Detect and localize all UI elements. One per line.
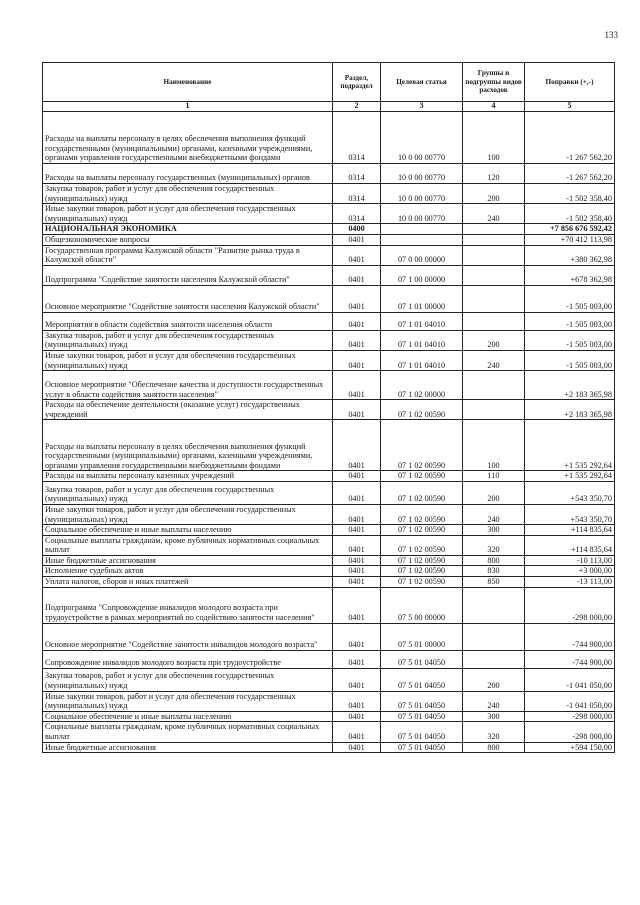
row-amendment-cell: -10 113,00 [525, 555, 615, 566]
row-section-cell: 0401 [333, 742, 381, 753]
row-expense-group-cell: 120 [463, 164, 525, 184]
row-section-cell: 0401 [333, 471, 381, 482]
table-row [43, 722, 615, 742]
row-target-article-cell: 07 1 02 00590 [381, 471, 463, 482]
table-row [43, 566, 615, 577]
row-name-cell: Общеэкономические вопросы [43, 234, 333, 245]
table-row [43, 164, 615, 184]
row-expense-group-cell: 850 [463, 577, 525, 588]
row-target-article-cell: 07 1 02 00590 [381, 535, 463, 555]
column-number: 1 [43, 102, 333, 112]
row-target-article-cell: 07 1 01 04010 [381, 350, 463, 370]
table-row [43, 330, 615, 350]
row-expense-group-cell [463, 234, 525, 245]
row-expense-group-cell: 100 [463, 420, 525, 471]
row-amendment-cell: +1 535 292,64 [525, 471, 615, 482]
row-target-article-cell: 07 5 01 04050 [381, 742, 463, 753]
table-row [43, 481, 615, 504]
table-row [43, 471, 615, 482]
row-name-cell: Социальное обеспечение и иные выплаты населению [43, 711, 333, 722]
row-amendment-cell: -1 041 050,00 [525, 691, 615, 711]
row-target-article-cell: 07 5 01 04050 [381, 668, 463, 691]
row-name-cell: Социальные выплаты гражданам, кроме публичных нормативных социальных выплат [43, 722, 333, 742]
table-row [43, 525, 615, 536]
row-expense-group-cell [463, 371, 525, 400]
row-section-cell: 0401 [333, 668, 381, 691]
row-target-article-cell: 07 1 02 00590 [381, 555, 463, 566]
row-target-article-cell: 10 0 00 00770 [381, 112, 463, 164]
table-row [43, 112, 615, 164]
row-expense-group-cell: 830 [463, 566, 525, 577]
table-row [43, 535, 615, 555]
row-name-cell: Закупка товаров, работ и услуг для обеспечения государственных (муниципальных) нужд [43, 184, 333, 204]
row-name-cell: Расходы на выплаты персоналу в целях обеспечения выполнения функций государственными (муниципальными) органами, казенными учреждениями, органами управления государственными внебюджетными фондами [43, 112, 333, 164]
row-amendment-cell: +2 183 365,98 [525, 371, 615, 400]
row-name-cell: Социальное обеспечение и иные выплаты населению [43, 525, 333, 536]
table-row [43, 650, 615, 668]
row-amendment-cell: -1 505 003,00 [525, 330, 615, 350]
row-expense-group-cell: 240 [463, 204, 525, 224]
row-expense-group-cell: 200 [463, 184, 525, 204]
row-section-cell: 0401 [333, 481, 381, 504]
row-expense-group-cell: 100 [463, 112, 525, 164]
row-section-cell: 0401 [333, 234, 381, 245]
row-expense-group-cell [463, 265, 525, 285]
row-section-cell: 0401 [333, 371, 381, 400]
row-target-article-cell: 07 1 02 00590 [381, 481, 463, 504]
table-row [43, 224, 615, 235]
row-target-article-cell: 07 1 01 04010 [381, 312, 463, 330]
row-section-cell: 0401 [333, 691, 381, 711]
row-target-article-cell: 07 1 02 00590 [381, 525, 463, 536]
row-target-article-cell: 07 1 02 00590 [381, 420, 463, 471]
row-target-article-cell [381, 224, 463, 235]
row-amendment-cell: -1 505 003,00 [525, 350, 615, 370]
row-name-cell: Иные закупки товаров, работ и услуг для обеспечения государственных (муниципальных) нужд [43, 691, 333, 711]
row-target-article-cell: 07 5 01 04050 [381, 650, 463, 668]
row-amendment-cell: +2 183 365,98 [525, 400, 615, 420]
row-section-cell: 0401 [333, 350, 381, 370]
row-amendment-cell: -744 900,00 [525, 623, 615, 650]
row-name-cell: Основное мероприятие "Содействие занятости населения Калужской области" [43, 285, 333, 312]
header-amendments: Поправки (+,-) [525, 63, 615, 102]
column-number: 2 [333, 102, 381, 112]
row-section-cell: 0400 [333, 224, 381, 235]
row-section-cell: 0401 [333, 285, 381, 312]
row-name-cell: Основное мероприятие "Обеспечение качества и доступности государственных услуг в области содействия занятости населения" [43, 371, 333, 400]
row-section-cell: 0314 [333, 112, 381, 164]
row-amendment-cell: +594 150,00 [525, 742, 615, 753]
row-name-cell: НАЦИОНАЛЬНАЯ ЭКОНОМИКА [43, 224, 333, 235]
row-section-cell: 0401 [333, 577, 381, 588]
page-number: 133 [604, 30, 618, 40]
column-number: 3 [381, 102, 463, 112]
row-target-article-cell: 10 0 00 00770 [381, 204, 463, 224]
table-header-row [43, 63, 615, 102]
header-target-article: Целевая статья [381, 63, 463, 102]
row-expense-group-cell [463, 312, 525, 330]
row-section-cell: 0401 [333, 722, 381, 742]
row-amendment-cell: -298 000,00 [525, 587, 615, 623]
row-expense-group-cell [463, 623, 525, 650]
row-name-cell: Расходы на выплаты персоналу казенных учреждений [43, 471, 333, 482]
row-amendment-cell: +380 362,98 [525, 245, 615, 265]
table-row [43, 691, 615, 711]
row-name-cell: Основное мероприятие "Содействие занятости инвалидов молодого возраста" [43, 623, 333, 650]
row-expense-group-cell: 110 [463, 471, 525, 482]
row-section-cell: 0401 [333, 555, 381, 566]
row-amendment-cell: -1 041 050,00 [525, 668, 615, 691]
table-row [43, 742, 615, 753]
row-amendment-cell: -744 900,00 [525, 650, 615, 668]
row-expense-group-cell [463, 587, 525, 623]
table-row [43, 234, 615, 245]
row-target-article-cell: 07 1 02 00590 [381, 566, 463, 577]
row-name-cell: Мероприятия в области содействия занятости населения области [43, 312, 333, 330]
row-amendment-cell: +678 362,98 [525, 265, 615, 285]
row-section-cell: 0401 [333, 504, 381, 524]
row-target-article-cell: 07 5 01 04050 [381, 722, 463, 742]
column-numbers-row [43, 102, 615, 112]
row-target-article-cell: 07 0 00 00000 [381, 245, 463, 265]
row-section-cell: 0401 [333, 587, 381, 623]
row-target-article-cell: 07 1 02 00590 [381, 504, 463, 524]
table-row [43, 312, 615, 330]
row-name-cell: Расходы на выплаты персоналу государственных (муниципальных) органов [43, 164, 333, 184]
row-name-cell: Исполнение судебных актов [43, 566, 333, 577]
row-name-cell: Закупка товаров, работ и услуг для обеспечения государственных (муниципальных) нужд [43, 330, 333, 350]
row-expense-group-cell [463, 224, 525, 235]
table-row [43, 265, 615, 285]
row-amendment-cell: -13 113,00 [525, 577, 615, 588]
row-section-cell: 0314 [333, 204, 381, 224]
row-name-cell: Уплата налогов, сборов и иных платежей [43, 577, 333, 588]
row-expense-group-cell: 200 [463, 668, 525, 691]
table-row [43, 371, 615, 400]
row-expense-group-cell: 800 [463, 555, 525, 566]
row-section-cell: 0401 [333, 312, 381, 330]
header-expense-groups: Группы и подгруппы видов расходов [463, 63, 525, 102]
row-expense-group-cell: 800 [463, 742, 525, 753]
table-row [43, 184, 615, 204]
row-amendment-cell: -1 505 003,00 [525, 312, 615, 330]
row-target-article-cell: 07 1 02 00000 [381, 371, 463, 400]
row-name-cell: Иные закупки товаров, работ и услуг для обеспечения государственных (муниципальных) нужд [43, 350, 333, 370]
row-amendment-cell: -1 267 562,20 [525, 112, 615, 164]
row-section-cell: 0401 [333, 623, 381, 650]
row-section-cell: 0401 [333, 650, 381, 668]
budget-amendments-table [42, 62, 615, 753]
column-number: 4 [463, 102, 525, 112]
row-name-cell: Расходы на обеспечение деятельности (оказание услуг) государственных учреждений [43, 400, 333, 420]
row-expense-group-cell: 300 [463, 711, 525, 722]
row-expense-group-cell [463, 285, 525, 312]
row-target-article-cell: 07 5 00 00000 [381, 587, 463, 623]
row-expense-group-cell: 240 [463, 504, 525, 524]
row-name-cell: Закупка товаров, работ и услуг для обеспечения государственных (муниципальных) нужд [43, 668, 333, 691]
row-expense-group-cell [463, 245, 525, 265]
row-section-cell: 0401 [333, 535, 381, 555]
row-expense-group-cell: 240 [463, 350, 525, 370]
row-expense-group-cell: 300 [463, 525, 525, 536]
row-name-cell: Подпрограмма "Содействие занятости населения Калужской области" [43, 265, 333, 285]
row-expense-group-cell: 320 [463, 722, 525, 742]
row-expense-group-cell: 200 [463, 481, 525, 504]
row-expense-group-cell: 320 [463, 535, 525, 555]
table-row [43, 400, 615, 420]
row-name-cell: Подпрограмма "Сопровождение инвалидов молодого возраста при трудоустройстве в рамках мероприятий по содействию занятости населения" [43, 587, 333, 623]
row-name-cell: Иные бюджетные ассигнования [43, 555, 333, 566]
row-amendment-cell: +114 835,64 [525, 535, 615, 555]
table-row [43, 555, 615, 566]
table-row [43, 711, 615, 722]
row-section-cell: 0401 [333, 525, 381, 536]
header-section: Раздел, подраздел [333, 63, 381, 102]
row-amendment-cell: -298 000,00 [525, 722, 615, 742]
table-row [43, 420, 615, 471]
row-expense-group-cell: 240 [463, 691, 525, 711]
row-name-cell: Социальные выплаты гражданам, кроме публичных нормативных социальных выплат [43, 535, 333, 555]
row-target-article-cell [381, 234, 463, 245]
row-section-cell: 0401 [333, 400, 381, 420]
row-amendment-cell: +7 856 676 592,42 [525, 224, 615, 235]
row-name-cell: Сопровождение инвалидов молодого возраста при трудоустройстве [43, 650, 333, 668]
table-row [43, 577, 615, 588]
row-name-cell: Расходы на выплаты персоналу в целях обеспечения выполнения функций государственными (муниципальными) органами, казенными учреждениями, органами управления государственными внебюджетными фондами [43, 420, 333, 471]
table-row [43, 504, 615, 524]
row-section-cell: 0401 [333, 711, 381, 722]
row-amendment-cell: -1 502 358,40 [525, 184, 615, 204]
row-target-article-cell: 07 1 00 00000 [381, 265, 463, 285]
row-amendment-cell: +70 412 113,98 [525, 234, 615, 245]
table-row [43, 204, 615, 224]
table-row [43, 245, 615, 265]
row-target-article-cell: 07 1 02 00590 [381, 577, 463, 588]
row-section-cell: 0401 [333, 420, 381, 471]
row-target-article-cell: 10 0 00 00770 [381, 184, 463, 204]
column-number: 5 [525, 102, 615, 112]
row-target-article-cell: 07 1 01 00000 [381, 285, 463, 312]
header-name: Наименование [43, 63, 333, 102]
row-amendment-cell: +114 835,64 [525, 525, 615, 536]
table-row [43, 587, 615, 623]
row-section-cell: 0314 [333, 164, 381, 184]
row-name-cell: Государственная программа Калужской области "Развитие рынка труда в Калужской области" [43, 245, 333, 265]
table-body [43, 112, 615, 753]
row-amendment-cell: -1 505 003,00 [525, 285, 615, 312]
row-section-cell: 0401 [333, 330, 381, 350]
table-row [43, 623, 615, 650]
row-name-cell: Иные закупки товаров, работ и услуг для обеспечения государственных (муниципальных) нужд [43, 504, 333, 524]
row-name-cell: Иные закупки товаров, работ и услуг для обеспечения государственных (муниципальных) нужд [43, 204, 333, 224]
row-target-article-cell: 07 5 01 04050 [381, 691, 463, 711]
table-row [43, 668, 615, 691]
row-name-cell: Закупка товаров, работ и услуг для обеспечения государственных (муниципальных) нужд [43, 481, 333, 504]
row-amendment-cell: +1 535 292,64 [525, 420, 615, 471]
table-row [43, 350, 615, 370]
row-expense-group-cell [463, 650, 525, 668]
row-amendment-cell: +3 000,00 [525, 566, 615, 577]
row-amendment-cell: -1 502 358,40 [525, 204, 615, 224]
row-target-article-cell: 07 5 01 00000 [381, 623, 463, 650]
row-name-cell: Иные бюджетные ассигнования [43, 742, 333, 753]
row-target-article-cell: 07 5 01 04050 [381, 711, 463, 722]
row-amendment-cell: -298 000,00 [525, 711, 615, 722]
row-section-cell: 0401 [333, 566, 381, 577]
row-section-cell: 0401 [333, 245, 381, 265]
row-amendment-cell: +543 350,70 [525, 504, 615, 524]
row-expense-group-cell: 200 [463, 330, 525, 350]
row-amendment-cell: +543 350,70 [525, 481, 615, 504]
row-amendment-cell: -1 267 562,20 [525, 164, 615, 184]
row-target-article-cell: 07 1 01 04010 [381, 330, 463, 350]
row-target-article-cell: 07 1 02 00590 [381, 400, 463, 420]
row-target-article-cell: 10 0 00 00770 [381, 164, 463, 184]
row-expense-group-cell [463, 400, 525, 420]
table-row [43, 285, 615, 312]
row-section-cell: 0401 [333, 265, 381, 285]
row-section-cell: 0314 [333, 184, 381, 204]
